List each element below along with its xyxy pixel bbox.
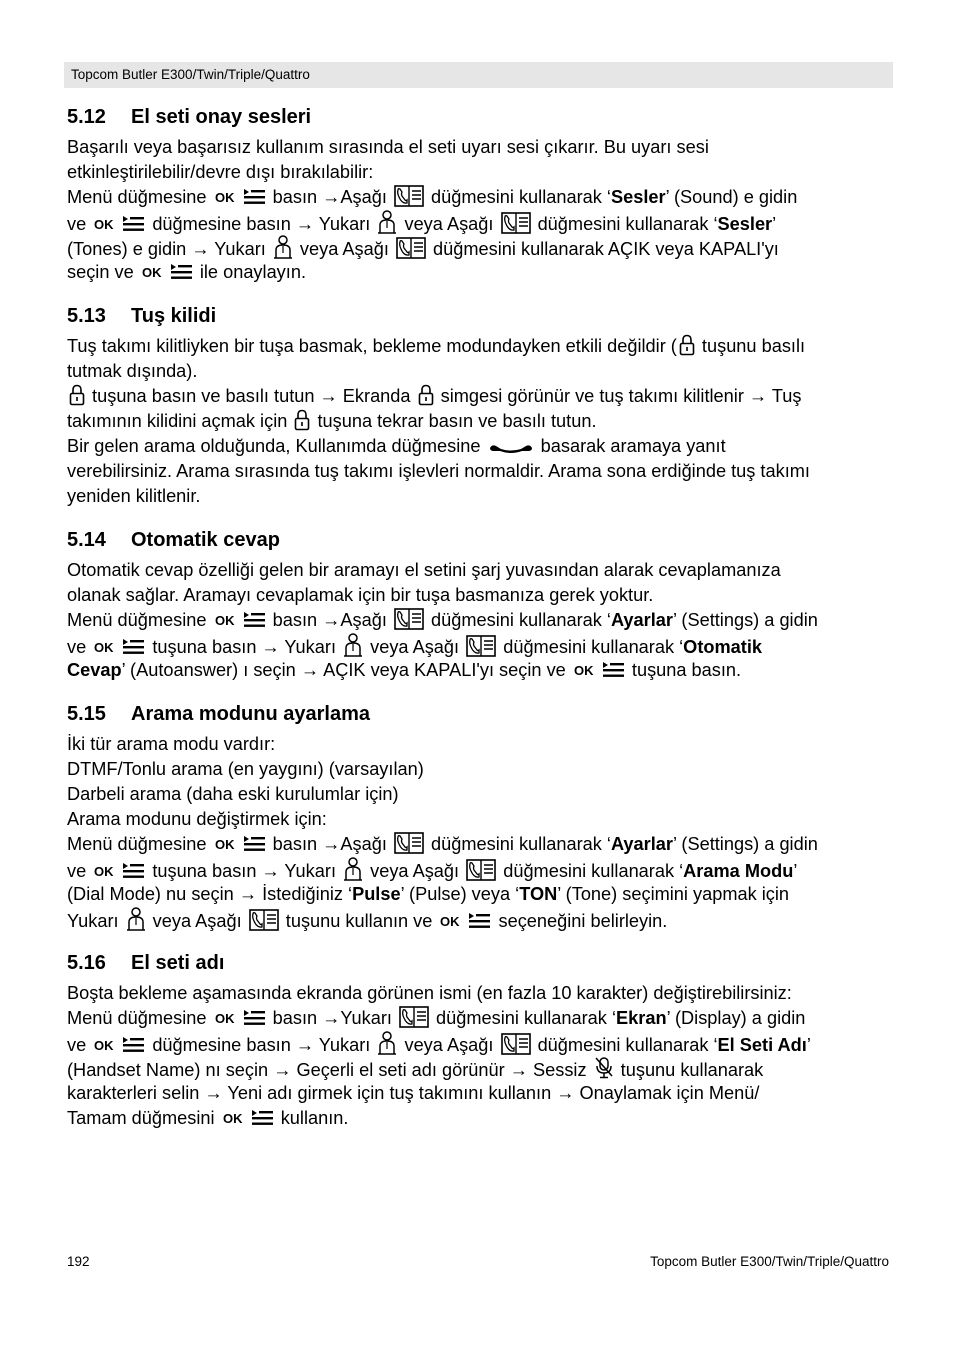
text-line: [67, 1056, 893, 1081]
footer-title: Topcom Butler E300/Twin/Triple/Quattro: [650, 1254, 889, 1269]
ok-menu-icon: [214, 1008, 266, 1028]
text-run: Başarılı veya başarısız kullanım sırasında el seti uyarı sesi çıkarır. Bu uyarı sesi: [67, 137, 709, 157]
text-line: [67, 484, 893, 509]
section-heading: [67, 526, 893, 554]
ok-menu-icon: [214, 610, 266, 630]
text-run: Bir gelen arama olduğunda, Kullanımda düğmesine: [67, 436, 486, 456]
text-run: seçeneğini belirleyin.: [493, 911, 668, 931]
section-number: 5.12: [67, 106, 106, 128]
text-run: düğmesine basın → Yukarı: [147, 214, 376, 234]
svg-text:OK: OK: [141, 265, 162, 280]
text-run: Yukarı: [67, 911, 124, 931]
section-title: Otomatik cevap: [131, 529, 280, 551]
text-line: [67, 160, 893, 185]
text-run: ’ (Display) a gidin: [666, 1008, 806, 1028]
svg-text:OK: OK: [573, 663, 594, 678]
section-number: 5.15: [67, 703, 106, 725]
text-run: ve: [67, 214, 92, 234]
ok-menu-icon: [93, 214, 145, 234]
ok-menu-icon: [93, 637, 145, 657]
section-5-14: [67, 526, 893, 683]
svg-text:OK: OK: [214, 1011, 235, 1026]
text-run: Arama modunu değiştirmek için:: [67, 809, 327, 829]
ok-menu-icon: [214, 187, 266, 207]
text-run: ’: [806, 1035, 811, 1055]
svg-text:OK: OK: [222, 1111, 243, 1126]
text-run: simgesi görünür ve tuş takımı kilitlenir → Tuş: [435, 386, 802, 406]
text-line: [67, 583, 893, 608]
text-run: Darbeli arama (daha eski kurulumlar için): [67, 784, 399, 804]
section-5-12: [67, 103, 893, 285]
text-run: Tuş takımı kilitliyken bir tuşa basmak, bekleme modundayken etkili değildir (: [67, 336, 677, 356]
ok-menu-icon: [214, 834, 266, 854]
phonebook-down-icon: [394, 832, 424, 854]
text-run: basın →Aşağı: [267, 610, 392, 630]
section-title: Tuş kilidi: [131, 305, 217, 327]
text-line: [67, 135, 893, 160]
text-line: [67, 185, 893, 210]
text-run: (Handset Name) nı seçin → Geçerli el seti adı görünür → Sessiz: [67, 1060, 592, 1080]
talk-key-icon: [488, 442, 534, 456]
bold-term: Otomatik: [683, 637, 762, 657]
text-run: ile onaylayın.: [194, 262, 306, 282]
text-run: takımının kilidini açmak için: [67, 411, 293, 431]
text-run: düğmesini kullanarak ‘: [425, 834, 611, 854]
text-line: [67, 981, 893, 1006]
text-run: ’: [772, 214, 777, 234]
section-title: Arama modunu ayarlama: [131, 703, 370, 725]
text-run: ’ (Autoanswer) ı seçin → AÇIK veya KAPALI'yı seçin ve: [121, 660, 571, 680]
phonebook-down-icon: [249, 909, 279, 931]
text-line: [67, 658, 893, 683]
ok-menu-icon: [93, 861, 145, 881]
contact-up-icon: [343, 633, 363, 657]
text-run: tuşuna basın → Yukarı: [147, 861, 342, 881]
text-line: [67, 235, 893, 260]
text-run: veya Aşağı: [294, 239, 394, 259]
text-line: [67, 857, 893, 882]
bold-term: TON: [519, 884, 558, 904]
section-5-13: [67, 302, 893, 509]
text-run: tuşunu kullanarak: [615, 1060, 764, 1080]
text-run: düğmesini kullanarak AÇIK veya KAPALI'yı: [427, 239, 779, 259]
svg-text:OK: OK: [94, 1038, 114, 1053]
text-run: düğmesini kullanarak ‘: [498, 637, 684, 657]
phonebook-down-icon: [501, 1033, 531, 1055]
text-run: ve: [67, 861, 92, 881]
text-run: tuşunu basılı: [696, 336, 806, 356]
section-title: El seti adı: [131, 952, 225, 974]
text-run: ’ (Tone) seçimini yapmak için: [557, 884, 790, 904]
text-run: (Tones) e gidin → Yukarı: [67, 239, 271, 259]
text-run: basarak aramaya yanıt: [535, 436, 726, 456]
text-run: veya Aşağı: [365, 861, 465, 881]
text-run: Menü düğmesine: [67, 187, 212, 207]
text-run: ve: [67, 637, 92, 657]
phonebook-down-icon: [501, 212, 531, 234]
mute-icon: [594, 1056, 614, 1080]
phonebook-down-icon: [466, 635, 496, 657]
text-line: [67, 757, 893, 782]
text-run: ’ (Sound) e gidin: [665, 187, 798, 207]
text-run: Otomatik cevap özelliği gelen bir aramayı el setini şarj yuvasından alarak cevaplamanıza: [67, 560, 781, 580]
bold-term: Ayarlar: [610, 834, 673, 854]
text-run: Menü düğmesine: [67, 834, 212, 854]
text-line: [67, 359, 893, 384]
text-run: etkinleştirilebilir/devre dışı bırakılabilir:: [67, 162, 374, 182]
section-5-15: [67, 700, 893, 932]
text-line: [67, 334, 893, 359]
text-run: veya Aşağı: [365, 637, 465, 657]
text-run: ’ (Pulse) veya ‘: [400, 884, 520, 904]
page-header: [64, 62, 893, 88]
ok-menu-icon: [573, 660, 625, 680]
text-run: Menü düğmesine: [67, 610, 212, 630]
text-line: [67, 807, 893, 832]
contact-up-icon: [273, 235, 293, 259]
text-run: karakterleri selin → Yeni adı girmek için tuş takımını kullanın → Onaylamak için Menü/: [67, 1083, 760, 1103]
section-title: El seti onay sesleri: [131, 106, 312, 128]
svg-text:OK: OK: [214, 613, 235, 628]
text-run: basın →Yukarı: [267, 1008, 397, 1028]
section-5-16: [67, 949, 893, 1131]
phonebook-down-icon: [399, 1006, 429, 1028]
ok-menu-icon: [222, 1108, 274, 1128]
text-run: ’ (Settings) a gidin: [672, 834, 818, 854]
contact-up-icon: [377, 210, 397, 234]
bold-term: Ayarlar: [610, 610, 673, 630]
text-run: düğmesine basın → Yukarı: [147, 1035, 376, 1055]
text-line: [67, 1006, 893, 1031]
text-run: düğmesini kullanarak ‘: [430, 1008, 616, 1028]
text-run: basın →Aşağı: [267, 834, 392, 854]
text-run: düğmesini kullanarak ‘: [425, 187, 611, 207]
section-heading: [67, 103, 893, 131]
svg-text:OK: OK: [214, 190, 235, 205]
text-run: olanak sağlar. Aramayı cevaplamak için bir tuşa basmanıza gerek yoktur.: [67, 585, 654, 605]
lock-icon: [294, 409, 310, 431]
document-body: [67, 103, 893, 1131]
text-run: Boşta bekleme aşamasında ekranda görünen ismi (en fazla 10 karakter) değiştirebilirsiniz:: [67, 983, 792, 1003]
contact-up-icon: [343, 857, 363, 881]
header-title: Topcom Butler E300/Twin/Triple/Quattro: [71, 67, 310, 82]
text-run: veya Aşağı: [399, 1035, 499, 1055]
lock-icon: [69, 384, 85, 406]
text-line: [67, 409, 893, 434]
text-line: [67, 1106, 893, 1131]
phonebook-down-icon: [466, 859, 496, 881]
text-line: [67, 210, 893, 235]
text-line: [67, 260, 893, 285]
lock-icon: [418, 384, 434, 406]
text-run: DTMF/Tonlu arama (en yaygını) (varsayılan): [67, 759, 424, 779]
bold-term: El Seti Adı: [717, 1035, 807, 1055]
text-run: veya Aşağı: [399, 214, 499, 234]
bold-term: Pulse: [352, 884, 401, 904]
text-run: seçin ve: [67, 262, 139, 282]
text-run: tuşuna basın → Yukarı: [147, 637, 342, 657]
text-line: [67, 459, 893, 484]
section-number: 5.13: [67, 305, 106, 327]
ok-menu-icon: [93, 1035, 145, 1055]
text-run: ’: [793, 861, 798, 881]
text-run: basın →Aşağı: [267, 187, 392, 207]
text-line: [67, 434, 893, 459]
text-run: düğmesini kullanarak ‘: [425, 610, 611, 630]
text-run: tuşuna basın.: [626, 660, 742, 680]
text-run: İki tür arama modu vardır:: [67, 734, 276, 754]
text-run: ve: [67, 1035, 92, 1055]
svg-text:OK: OK: [440, 914, 460, 929]
text-line: [67, 882, 893, 907]
bold-term: Cevap: [67, 660, 122, 680]
text-line: [67, 907, 893, 932]
contact-up-icon: [126, 907, 146, 931]
svg-text:OK: OK: [214, 837, 235, 852]
bold-term: Sesler: [610, 187, 666, 207]
text-run: tuşuna tekrar basın ve basılı tutun.: [312, 411, 597, 431]
text-run: verebilirsiniz. Arama sırasında tuş takımı işlevleri normaldir. Arama sona erdiğinde tuş takımı: [67, 461, 810, 481]
bold-term: Arama Modu: [683, 861, 794, 881]
text-line: [67, 832, 893, 857]
text-run: düğmesini kullanarak ‘: [498, 861, 684, 881]
text-line: [67, 732, 893, 757]
page-number: 192: [67, 1254, 90, 1269]
text-run: düğmesini kullanarak ‘: [532, 214, 718, 234]
svg-text:OK: OK: [94, 217, 114, 232]
phonebook-down-icon: [394, 608, 424, 630]
ok-menu-icon: [439, 911, 491, 931]
phonebook-down-icon: [396, 237, 426, 259]
text-run: düğmesini kullanarak ‘: [532, 1035, 718, 1055]
text-run: yeniden kilitlenir.: [67, 486, 201, 506]
svg-text:OK: OK: [94, 864, 114, 879]
text-line: [67, 558, 893, 583]
section-heading: [67, 700, 893, 728]
section-heading: [67, 949, 893, 977]
text-line: [67, 384, 893, 409]
text-run: veya Aşağı: [147, 911, 247, 931]
svg-text:OK: OK: [94, 640, 114, 655]
text-line: [67, 782, 893, 807]
text-line: [67, 1031, 893, 1056]
text-run: Tamam düğmesini: [67, 1108, 220, 1128]
lock-icon: [679, 334, 695, 356]
text-line: [67, 1081, 893, 1106]
text-run: Menü düğmesine: [67, 1008, 212, 1028]
bold-term: Ekran: [616, 1008, 667, 1028]
phonebook-down-icon: [394, 185, 424, 207]
text-run: tuşunu kullanın ve: [280, 911, 438, 931]
text-run: (Dial Mode) nu seçin → İstediğiniz ‘: [67, 884, 353, 904]
text-run: kullanın.: [275, 1108, 349, 1128]
contact-up-icon: [377, 1031, 397, 1055]
text-run: ’ (Settings) a gidin: [672, 610, 818, 630]
text-line: [67, 633, 893, 658]
section-heading: [67, 302, 893, 330]
ok-menu-icon: [141, 262, 193, 282]
text-run: tutmak dışında).: [67, 361, 198, 381]
text-line: [67, 608, 893, 633]
section-number: 5.16: [67, 952, 106, 974]
section-number: 5.14: [67, 529, 106, 551]
text-run: tuşuna basın ve basılı tutun → Ekranda: [87, 386, 416, 406]
bold-term: Sesler: [717, 214, 773, 234]
